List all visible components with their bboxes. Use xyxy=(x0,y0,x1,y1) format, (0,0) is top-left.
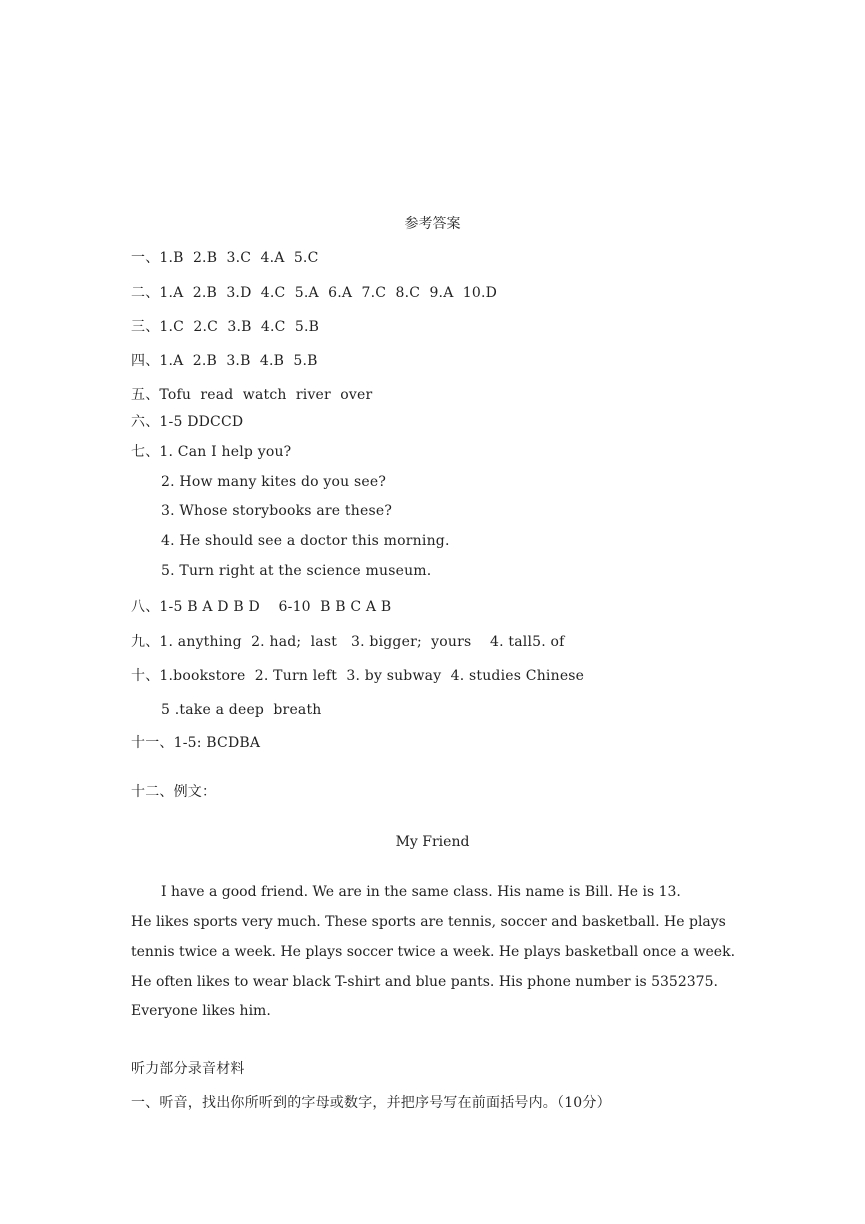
answer-line-7-2: 2. How many kites do you see? xyxy=(161,474,387,490)
answer-line-7: 七、1. Can I help you? xyxy=(131,444,292,460)
essay-title: My Friend xyxy=(395,834,470,850)
essay-line-5: Everyone likes him. xyxy=(131,1003,271,1019)
essay-line-1: I have a good friend. We are in the same class. His name is Bill. He is 13. xyxy=(161,884,681,900)
answer-line-11: 十一、1-5: BCDBA xyxy=(131,735,261,751)
answer-line-7-3: 3. Whose storybooks are these? xyxy=(161,503,393,519)
listening-question-1: 一、听音，找出你所听到的字母或数字，并把序号写在前面括号内。（10分） xyxy=(131,1095,611,1111)
answer-line-7-4: 4. He should see a doctor this morning. xyxy=(161,533,450,549)
answer-line-2: 二、1.A 2.B 3.D 4.C 5.A 6.A 7.C 8.C 9.A 10.D xyxy=(131,285,498,301)
essay-line-4: He often likes to wear black T-shirt and blue pants. His phone number is 5352375. xyxy=(131,974,718,990)
essay-line-3: tennis twice a week. He plays soccer twice a week. He plays basketball once a week. xyxy=(131,944,736,960)
answer-line-9: 九、1. anything 2. had; last 3. bigger; yours 4. tall5. of xyxy=(131,634,565,650)
answer-line-7-5: 5. Turn right at the science museum. xyxy=(161,563,432,579)
answer-line-5: 五、Tofu read watch river over xyxy=(131,387,373,403)
page-title: 参考答案 xyxy=(404,216,461,232)
answer-line-12: 十二、例文： xyxy=(131,784,217,800)
answer-line-1: 一、1.B 2.B 3.C 4.A 5.C xyxy=(131,250,319,266)
answer-line-8: 八、1-5 B A D B D 6-10 B B C A B xyxy=(131,599,392,615)
answer-line-10: 十、1.bookstore 2. Turn left 3. by subway 4. studies Chinese xyxy=(131,668,585,684)
answer-line-6: 六、1-5 DDCCD xyxy=(131,414,244,430)
answer-line-10-2: 5 .take a deep breath xyxy=(161,702,322,718)
listening-heading: 听力部分录音材料 xyxy=(131,1061,245,1077)
answer-line-3: 三、1.C 2.C 3.B 4.C 5.B xyxy=(131,319,320,335)
answer-line-4: 四、1.A 2.B 3.B 4.B 5.B xyxy=(131,353,318,369)
essay-line-2: He likes sports very much. These sports are tennis, soccer and basketball. He plays xyxy=(131,914,726,930)
